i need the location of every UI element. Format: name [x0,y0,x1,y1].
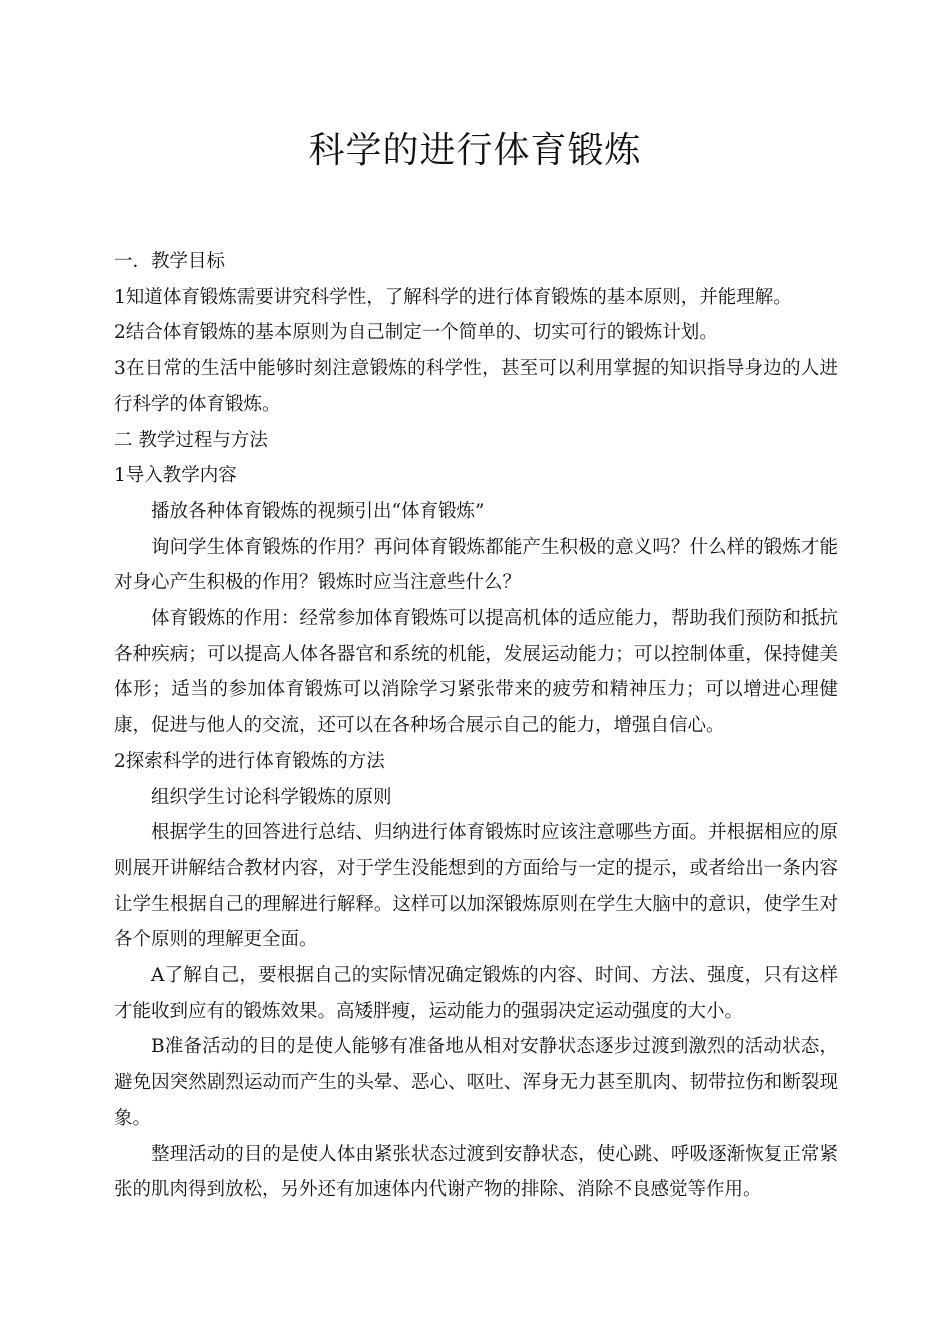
paragraph: 根据学生的回答进行总结、归纳进行体育锻炼时应该注意哪些方面。并根据相应的原则展开讲解结合教材内容，对于学生没能想到的方面给与一定的提示，或者给出一条内容让学生根据自己的理解进行解释。这样可以加深锻炼原则在学生大脑中的意识，使学生对各个原则的理解更全面。 [114,822,838,951]
paragraph: 整理活动的目的是使人体由紧张状态过渡到安静状态，使心跳、呼吸逐渐恢复正常紧张的肌肉得到放松，另外还有加速体内代谢产物的排除、消除不良感觉等作用。 [114,1143,838,1201]
paragraph: A了解自己，要根据自己的实际情况确定锻炼的内容、时间、方法、强度，只有这样才能收到应有的锻炼效果。高矮胖瘦，运动能力的强弱决定运动强度的大小。 [114,965,838,1022]
subsection-heading: 2探索科学的进行体育锻炼的方法 [114,750,385,772]
paragraph: B准备活动的目的是使人能够有准备地从相对安静状态逐步过渡到激烈的活动状态，避免因突然剧烈运动而产生的头晕、恶心、呕吐、浑身无力甚至肌肉、韧带拉伤和断裂现象。 [114,1036,838,1129]
paragraph: 组织学生讨论科学锻炼的原则 [151,786,392,808]
section-heading-process: 二 教学过程与方法 [114,429,268,451]
objective-item: 3在日常的生活中能够时刻注意锻炼的科学性，甚至可以利用掌握的知识指导身边的人进行科学的体育锻炼。 [114,358,838,415]
objective-item: 1知道体育锻炼需要讲究科学性，了解科学的进行体育锻炼的基本原则，并能理解。 [114,286,792,308]
subsection-heading: 1导入教学内容 [114,465,237,487]
document-body [114,244,838,1208]
paragraph: 播放各种体育锻炼的视频引出“体育锻炼” [151,500,485,522]
section-heading-objectives: 一．教学目标 [114,251,226,272]
paragraph: 体育锻炼的作用：经常参加体育锻炼可以提高机体的适应能力，帮助我们预防和抵抗各种疾病；可以提高人体各器官和系统的机能，发展运动能力；可以控制体重，保持健美体形；适当的参加体育锻炼可以消除学习紧张带来的疲劳和精神压力；可以增进心理健康，促进与他人的交流，还可以在各种场合展示自己的能力，增强自信心。 [114,608,838,737]
paragraph: 询问学生体育锻炼的作用？再问体育锻炼都能产生积极的意义吗？什么样的锻炼才能对身心产生积极的作用？锻炼时应当注意些什么？ [114,536,838,594]
objective-item: 2结合体育锻炼的基本原则为自己制定一个简单的、切实可行的锻炼计划。 [114,322,718,344]
document-title: 科学的进行体育锻炼 [308,130,642,171]
